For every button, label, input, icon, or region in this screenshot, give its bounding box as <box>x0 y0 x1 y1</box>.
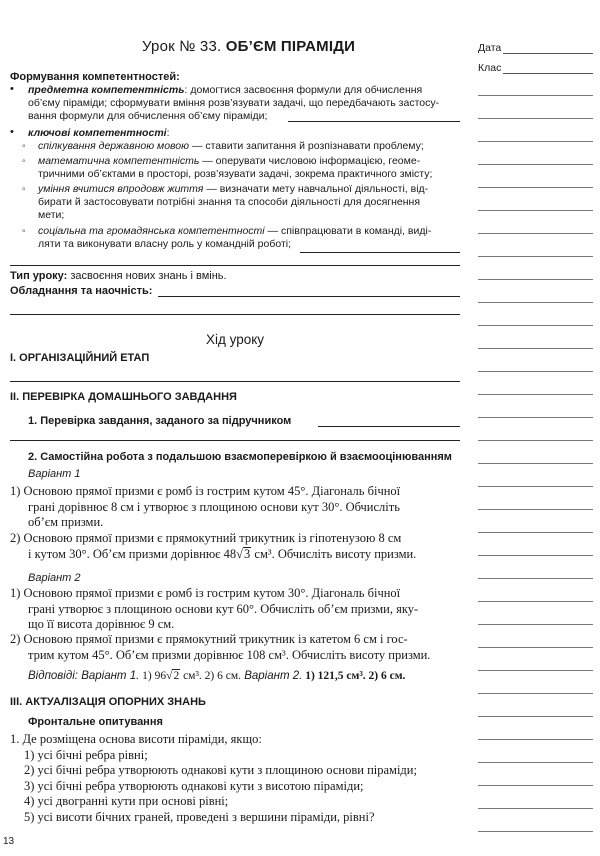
lesson-type: Тип уроку: засвоєння нових знань і вмінь. <box>10 270 227 282</box>
equipment-label: Обладнання та наочність: <box>10 285 153 297</box>
variant-1-problem-1: 1) Основою прямої призми є ромб із гострим кутом 45°. Діагональ бічної грані дорівнює 8 см і утворює з площиною основи кут 30°. Обчисліть об’єм призми. <box>10 484 401 529</box>
independent-work-heading: 2. Самостійна робота з подальшою взаємоперевіркою й взаємооцінюванням <box>28 451 452 463</box>
key-competence-item: ◦ спілкування державною мовою — ставити запитання й розпізнавати проблему; <box>22 140 424 152</box>
variant-1-problem-2: 2) Основою прямої призми є прямокутний трикутник із гіпотенузою 8 см і кутом 30°. Об’єм призми дорівнює 48√3 см³. Обчисліть висоту призми. <box>10 531 417 561</box>
question-1-item: 1) усі бічні ребра рівні; <box>24 747 148 762</box>
note-line <box>478 463 593 464</box>
section-homework-check: II. ПЕРЕВІРКА ДОМАШНЬОГО ЗАВДАННЯ <box>10 391 237 403</box>
section-organizational: I. ОРГАНІЗАЦІЙНИЙ ЕТАП <box>10 352 150 364</box>
subject-competence-label: предметна компетентність <box>28 84 185 96</box>
note-line <box>478 670 593 671</box>
note-line <box>478 210 593 211</box>
dash-bullet-icon: ◦ <box>22 155 26 167</box>
variant-2-label: Варіант 2 <box>28 572 81 584</box>
note-line <box>478 739 593 740</box>
homework-check-item: 1. Перевірка завдання, заданого за підручником <box>28 415 292 427</box>
lesson-title <box>142 38 355 55</box>
variant-1-label: Варіант 1 <box>28 468 81 480</box>
note-line <box>478 141 593 142</box>
key-competences-heading: ключові компетентності: <box>28 127 170 139</box>
dash-bullet-icon: ◦ <box>22 140 26 152</box>
page-number: 13 <box>3 836 15 847</box>
fill-line <box>10 314 460 315</box>
variant-2-problem-1: 1) Основою прямої призми є ромб із гострим кутом 30°. Діагональ бічної грані утворює з площиною основи кут 60°. Обчисліть об’єм призми, яку- що її висота дорівнює 9 см. <box>10 586 419 631</box>
fill-line <box>300 252 460 253</box>
note-line <box>478 808 593 809</box>
fill-line <box>10 381 460 382</box>
class-field-line[interactable] <box>503 73 593 74</box>
note-line <box>478 555 593 556</box>
note-line <box>478 693 593 694</box>
equipment-fill-line[interactable] <box>158 296 460 297</box>
note-line <box>478 532 593 533</box>
note-line <box>478 762 593 763</box>
question-1-item: 3) усі бічні ребра утворюють однакові кути з висотою піраміди; <box>24 778 364 793</box>
note-line <box>478 440 593 441</box>
note-line <box>478 624 593 625</box>
note-line <box>478 486 593 487</box>
note-line <box>478 233 593 234</box>
dash-bullet-icon: ◦ <box>22 225 26 237</box>
fill-line <box>10 440 460 441</box>
bullet-icon: • <box>10 126 14 138</box>
key-competence-item: ◦ математична компетентність — оперувати числовою інформацією, геоме- тричними об’єктами в просторі, розв’язувати задачі, зокрема практичного змісту; <box>22 155 433 180</box>
bullet-icon: • <box>10 83 14 95</box>
note-line <box>478 302 593 303</box>
fill-line <box>318 426 460 427</box>
note-line <box>478 417 593 418</box>
course-heading: Хід уроку <box>205 332 265 347</box>
note-line <box>478 371 593 372</box>
date-label: Дата <box>478 42 502 54</box>
note-line <box>478 348 593 349</box>
note-line <box>478 785 593 786</box>
note-line <box>478 647 593 648</box>
note-line <box>478 509 593 510</box>
note-line <box>478 325 593 326</box>
variant-2-problem-2: 2) Основою прямої призми є прямокутний трикутник із катетом 6 см і гос- трим кутом 45°. Об’єм призми дорівнює 108 см³. Обчисліть висоту призми. <box>10 632 431 662</box>
date-field-line[interactable] <box>503 53 593 54</box>
question-1-item: 5) усі висоти бічних граней, проведені з вершини піраміди, рівні? <box>24 809 375 824</box>
competences-heading: Формування компетентностей: <box>10 71 180 83</box>
note-line <box>478 256 593 257</box>
note-line <box>478 716 593 717</box>
key-competence-item: ◦ уміння вчитися впродовж життя — визначати мету навчальної діяльності, від- бирати й застосовувати потрібні знання та способи діяльності для досягнення мети; <box>22 183 429 221</box>
key-competence-item: ◦ соціальна та громадянська компетентності — співпрацювати в команді, виді- ляти та виконувати власну роль у командній роботі; <box>22 225 432 250</box>
lesson-topic: ОБ’ЄМ ПІРАМІДИ <box>225 38 356 55</box>
note-line <box>478 831 593 832</box>
dash-bullet-icon: ◦ <box>22 183 26 195</box>
note-line <box>478 95 593 96</box>
question-1-item: 4) усі двогранні кути при основі рівні; <box>24 794 229 808</box>
question-1: 1. Де розміщена основа висоти піраміди, якщо: 1) усі бічні ребра рівні; 2) усі бічні ребра утворюють однакові кути з площиною основи піраміди; 3) усі бічні ребра утворюють однакові кути з висотою піраміди; 4) усі двогранні кути при основі рівні; 5) усі висоти бічних граней, проведені з вершини піраміди, рівні? <box>10 732 465 825</box>
note-line <box>478 118 593 119</box>
answers-line: Відповіді: Варіант 1. 1) 96√2 см³. 2) 6 см. Варіант 2. 1) 121,5 см³. 2) 6 см. <box>28 670 406 682</box>
section-actualization: III. АКТУАЛІЗАЦІЯ ОПОРНИХ ЗНАНЬ <box>10 696 206 708</box>
class-label: Клас <box>478 62 502 74</box>
note-line <box>478 187 593 188</box>
fill-line <box>10 265 460 266</box>
question-1-item: 2) усі бічні ребра утворюють однакові кути з площиною основи піраміди; <box>24 763 417 777</box>
subject-competence: предметна компетентність: домогтися засвоєння формули для обчислення об’єму піраміди; сформувати вміння розв’язувати задачі, що передбачають застосу- вання формули для обчислення об’єму піраміди; <box>28 84 440 122</box>
frontal-survey-heading: Фронтальне опитування <box>28 716 163 728</box>
note-line <box>478 279 593 280</box>
note-line <box>478 394 593 395</box>
lesson-number: Урок № 33. <box>142 38 222 55</box>
fill-line <box>288 121 460 122</box>
note-line <box>478 578 593 579</box>
note-line <box>478 601 593 602</box>
note-line <box>478 164 593 165</box>
